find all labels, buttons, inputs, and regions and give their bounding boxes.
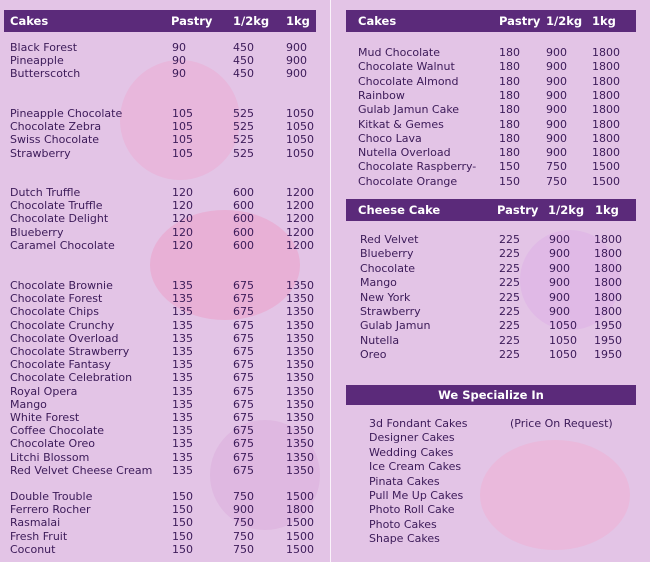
pastry-price: 180 [499, 88, 520, 102]
header-one-kg: 1kg [286, 14, 310, 28]
half-kg-price: 900 [546, 88, 567, 102]
half-kg-price: 675 [233, 305, 254, 319]
item-name: Nutella [360, 333, 400, 347]
one-kg-price: 1350 [286, 384, 314, 398]
item-name: Chocolate Overload [10, 331, 119, 345]
one-kg-price: 1200 [286, 212, 314, 226]
half-kg-price: 675 [233, 279, 254, 292]
item-name: Chocolate Fantasy [10, 358, 111, 372]
half-kg-price: 675 [233, 397, 254, 411]
item-name: Double Trouble [10, 490, 93, 503]
item-name: Rasmalai [10, 516, 61, 530]
background-cake-shape [480, 440, 630, 550]
half-kg-price: 1050 [549, 333, 577, 347]
pastry-price: 90 [172, 54, 186, 68]
item-name: Chocolate [360, 261, 416, 275]
one-kg-price: 1350 [286, 437, 314, 451]
half-kg-price: 900 [549, 276, 570, 290]
half-kg-price: 750 [233, 516, 254, 530]
item-name: Chocolate Orange [358, 174, 458, 188]
item-name: Kitkat & Gemes [358, 117, 444, 131]
pastry-price: 180 [499, 74, 520, 88]
pastry-price: 180 [499, 146, 520, 160]
pastry-price: 90 [172, 67, 186, 81]
item-name: Nutella Overload [358, 146, 451, 160]
one-kg-price: 1800 [592, 146, 620, 160]
item-name: Mud Chocolate [358, 46, 440, 59]
specialty-item: Wedding Cakes [369, 445, 454, 459]
column-divider [330, 0, 331, 562]
specialty-item: Pinata Cakes [369, 474, 440, 488]
one-kg-price: 900 [286, 41, 307, 54]
price-on-request-note: (Price On Request) [510, 417, 613, 430]
item-name: Rainbow [358, 88, 405, 102]
header-pastry: Pastry [497, 203, 539, 217]
pastry-price: 225 [499, 261, 520, 275]
half-kg-price: 750 [546, 160, 567, 174]
half-kg-price: 750 [233, 529, 254, 543]
one-kg-price: 1800 [592, 60, 620, 74]
pastry-price: 135 [172, 318, 193, 332]
half-kg-price: 600 [233, 238, 254, 252]
half-kg-price: 900 [546, 60, 567, 74]
item-name: Strawberry [10, 146, 71, 160]
one-kg-price: 1350 [286, 450, 314, 464]
half-kg-price: 750 [233, 490, 254, 503]
half-kg-price: 900 [549, 233, 570, 246]
pastry-price: 150 [172, 542, 193, 556]
header-half-kg: 1/2kg [548, 203, 585, 217]
pastry-price: 225 [499, 233, 520, 246]
pastry-price: 225 [499, 319, 520, 333]
item-name: Coffee Chocolate [10, 424, 105, 438]
one-kg-price: 1800 [594, 305, 622, 318]
item-name: Red Velvet Cheese Cream [10, 463, 153, 477]
one-kg-price: 1500 [286, 490, 314, 503]
one-kg-price: 1500 [592, 160, 620, 174]
half-kg-price: 675 [233, 424, 254, 438]
item-name: Chocolate Celebration [10, 371, 133, 385]
specialty-item: Photo Cakes [369, 517, 437, 531]
pastry-price: 180 [499, 131, 520, 145]
pastry-price: 135 [172, 411, 193, 424]
item-name: Ferrero Rocher [10, 503, 91, 517]
half-kg-price: 675 [233, 463, 254, 477]
pastry-price: 135 [172, 450, 193, 464]
half-kg-price: 675 [233, 292, 254, 306]
half-kg-price: 600 [233, 199, 254, 213]
one-kg-price: 1350 [286, 305, 314, 319]
pastry-price: 150 [172, 503, 193, 517]
specialty-item: Ice Cream Cakes [369, 460, 462, 474]
item-name: Blueberry [10, 225, 64, 239]
pastry-price: 120 [172, 199, 193, 213]
half-kg-price: 900 [233, 503, 254, 517]
specialty-item: Designer Cakes [369, 431, 455, 445]
pastry-price: 225 [499, 247, 520, 261]
one-kg-price: 1200 [286, 199, 314, 213]
item-name: Chocolate Truffle [10, 199, 103, 213]
header-half-kg: 1/2kg [233, 14, 270, 28]
half-kg-price: 525 [233, 133, 254, 147]
pastry-price: 120 [172, 186, 193, 199]
one-kg-price: 1800 [594, 290, 622, 304]
half-kg-price: 450 [233, 67, 254, 81]
item-name: Royal Opera [10, 384, 78, 398]
item-name: Chocolate Brownie [10, 279, 113, 292]
pastry-price: 135 [172, 437, 193, 451]
pastry-price: 225 [499, 276, 520, 290]
one-kg-price: 1350 [286, 331, 314, 345]
half-kg-price: 675 [233, 345, 254, 358]
item-name: Butterscotch [10, 67, 81, 81]
one-kg-price: 1950 [594, 319, 622, 333]
half-kg-price: 675 [233, 437, 254, 451]
cheese-table-header [346, 199, 636, 221]
pastry-price: 135 [172, 463, 193, 477]
one-kg-price: 1350 [286, 463, 314, 477]
one-kg-price: 1350 [286, 345, 314, 358]
half-kg-price: 675 [233, 358, 254, 372]
one-kg-price: 1800 [594, 233, 622, 246]
item-name: Chocolate Zebra [10, 120, 102, 134]
one-kg-price: 1050 [286, 120, 314, 134]
item-name: New York [360, 290, 411, 304]
one-kg-price: 1950 [594, 348, 622, 362]
one-kg-price: 1950 [594, 333, 622, 347]
one-kg-price: 1200 [286, 186, 314, 199]
item-name: White Forest [10, 411, 80, 424]
item-name: Oreo [360, 348, 387, 362]
item-name: Fresh Fruit [10, 529, 68, 543]
item-name: Mango [10, 397, 47, 411]
half-kg-price: 525 [233, 146, 254, 160]
item-name: Mango [360, 276, 397, 290]
half-kg-price: 675 [233, 331, 254, 345]
one-kg-price: 1350 [286, 397, 314, 411]
pastry-price: 135 [172, 397, 193, 411]
one-kg-price: 1350 [286, 424, 314, 438]
pastry-price: 150 [172, 529, 193, 543]
item-name: Chocolate Raspberry- [358, 160, 477, 174]
pastry-price: 120 [172, 238, 193, 252]
one-kg-price: 1350 [286, 292, 314, 306]
half-kg-price: 900 [546, 46, 567, 59]
item-name: Pineapple [10, 54, 64, 68]
specialty-item: 3d Fondant Cakes [369, 417, 468, 430]
item-name: Chocolate Crunchy [10, 318, 115, 332]
specialty-item: Photo Roll Cake [369, 503, 455, 517]
pastry-price: 135 [172, 384, 193, 398]
item-name: Gulab Jamun [360, 319, 431, 333]
pastry-price: 105 [172, 107, 193, 120]
item-name: Coconut [10, 542, 56, 556]
left-table-header [4, 10, 316, 32]
one-kg-price: 1200 [286, 238, 314, 252]
pastry-price: 135 [172, 424, 193, 438]
half-kg-price: 600 [233, 212, 254, 226]
pastry-price: 105 [172, 133, 193, 147]
half-kg-price: 900 [549, 261, 570, 275]
one-kg-price: 1200 [286, 225, 314, 239]
pastry-price: 135 [172, 305, 193, 319]
pastry-price: 120 [172, 212, 193, 226]
one-kg-price: 1500 [286, 542, 314, 556]
one-kg-price: 1350 [286, 279, 314, 292]
one-kg-price: 1050 [286, 146, 314, 160]
pastry-price: 105 [172, 146, 193, 160]
item-name: Choco Lava [358, 131, 422, 145]
half-kg-price: 675 [233, 450, 254, 464]
one-kg-price: 1350 [286, 318, 314, 332]
one-kg-price: 1050 [286, 107, 314, 120]
half-kg-price: 900 [546, 74, 567, 88]
pastry-price: 150 [499, 174, 520, 188]
header-half-kg: 1/2kg [546, 14, 583, 28]
half-kg-price: 450 [233, 41, 254, 54]
half-kg-price: 900 [546, 131, 567, 145]
one-kg-price: 1350 [286, 358, 314, 372]
item-name: Chocolate Strawberry [10, 345, 130, 358]
one-kg-price: 1500 [286, 516, 314, 530]
half-kg-price: 900 [549, 290, 570, 304]
half-kg-price: 525 [233, 120, 254, 134]
one-kg-price: 1350 [286, 371, 314, 385]
item-name: Litchi Blossom [10, 450, 90, 464]
one-kg-price: 1800 [594, 247, 622, 261]
item-name: Gulab Jamun Cake [358, 103, 460, 117]
item-name: Chocolate Oreo [10, 437, 95, 451]
half-kg-price: 675 [233, 318, 254, 332]
header-cheese-cake: Cheese Cake [358, 203, 441, 217]
one-kg-price: 1500 [286, 529, 314, 543]
half-kg-price: 1050 [549, 319, 577, 333]
one-kg-price: 1800 [592, 131, 620, 145]
specialize-header: We Specialize In [346, 385, 636, 405]
pastry-price: 135 [172, 358, 193, 372]
pastry-price: 225 [499, 290, 520, 304]
pastry-price: 135 [172, 292, 193, 306]
half-kg-price: 750 [233, 542, 254, 556]
one-kg-price: 1800 [594, 261, 622, 275]
one-kg-price: 900 [286, 54, 307, 68]
one-kg-price: 1800 [592, 88, 620, 102]
pastry-price: 180 [499, 60, 520, 74]
half-kg-price: 675 [233, 411, 254, 424]
right-table-header [346, 10, 636, 32]
half-kg-price: 900 [546, 117, 567, 131]
pastry-price: 225 [499, 348, 520, 362]
half-kg-price: 900 [546, 146, 567, 160]
pastry-price: 180 [499, 103, 520, 117]
item-name: Strawberry [360, 305, 421, 318]
half-kg-price: 900 [549, 247, 570, 261]
pastry-price: 180 [499, 117, 520, 131]
pastry-price: 150 [172, 516, 193, 530]
specialty-item: Pull Me Up Cakes [369, 489, 464, 502]
pastry-price: 225 [499, 305, 520, 318]
header-cakes: Cakes [358, 14, 397, 28]
item-name: Swiss Chocolate [10, 133, 100, 147]
item-name: Dutch Truffle [10, 186, 81, 199]
item-name: Black Forest [10, 41, 78, 54]
one-kg-price: 1500 [592, 174, 620, 188]
one-kg-price: 900 [286, 67, 307, 81]
header-one-kg: 1kg [595, 203, 619, 217]
item-name: Pineapple Chocolate [10, 107, 123, 120]
pastry-price: 105 [172, 120, 193, 134]
one-kg-price: 1800 [594, 276, 622, 290]
item-name: Blueberry [360, 247, 414, 261]
one-kg-price: 1050 [286, 133, 314, 147]
item-name: Chocolate Walnut [358, 60, 455, 74]
half-kg-price: 675 [233, 371, 254, 385]
header-pastry: Pastry [499, 14, 541, 28]
item-name: Chocolate Delight [10, 212, 109, 226]
pastry-price: 225 [499, 333, 520, 347]
half-kg-price: 1050 [549, 348, 577, 362]
header-cakes: Cakes [10, 14, 49, 28]
item-name: Red Velvet [360, 233, 419, 246]
half-kg-price: 600 [233, 225, 254, 239]
pastry-price: 150 [499, 160, 520, 174]
half-kg-price: 675 [233, 384, 254, 398]
pastry-price: 180 [499, 46, 520, 59]
half-kg-price: 900 [546, 103, 567, 117]
half-kg-price: 525 [233, 107, 254, 120]
one-kg-price: 1800 [592, 46, 620, 59]
half-kg-price: 900 [549, 305, 570, 318]
one-kg-price: 1350 [286, 411, 314, 424]
one-kg-price: 1800 [592, 103, 620, 117]
one-kg-price: 1800 [592, 117, 620, 131]
item-name: Chocolate Forest [10, 292, 103, 306]
half-kg-price: 750 [546, 174, 567, 188]
one-kg-price: 1800 [592, 74, 620, 88]
pastry-price: 90 [172, 41, 186, 54]
header-pastry: Pastry [171, 14, 213, 28]
half-kg-price: 450 [233, 54, 254, 68]
pastry-price: 120 [172, 225, 193, 239]
pastry-price: 150 [172, 490, 193, 503]
pastry-price: 135 [172, 279, 193, 292]
pastry-price: 135 [172, 371, 193, 385]
pastry-price: 135 [172, 345, 193, 358]
pastry-price: 135 [172, 331, 193, 345]
one-kg-price: 1800 [286, 503, 314, 517]
half-kg-price: 600 [233, 186, 254, 199]
specialty-item: Shape Cakes [369, 532, 440, 546]
item-name: Caramel Chocolate [10, 238, 115, 252]
item-name: Chocolate Almond [358, 74, 459, 88]
header-one-kg: 1kg [592, 14, 616, 28]
item-name: Chocolate Chips [10, 305, 99, 319]
